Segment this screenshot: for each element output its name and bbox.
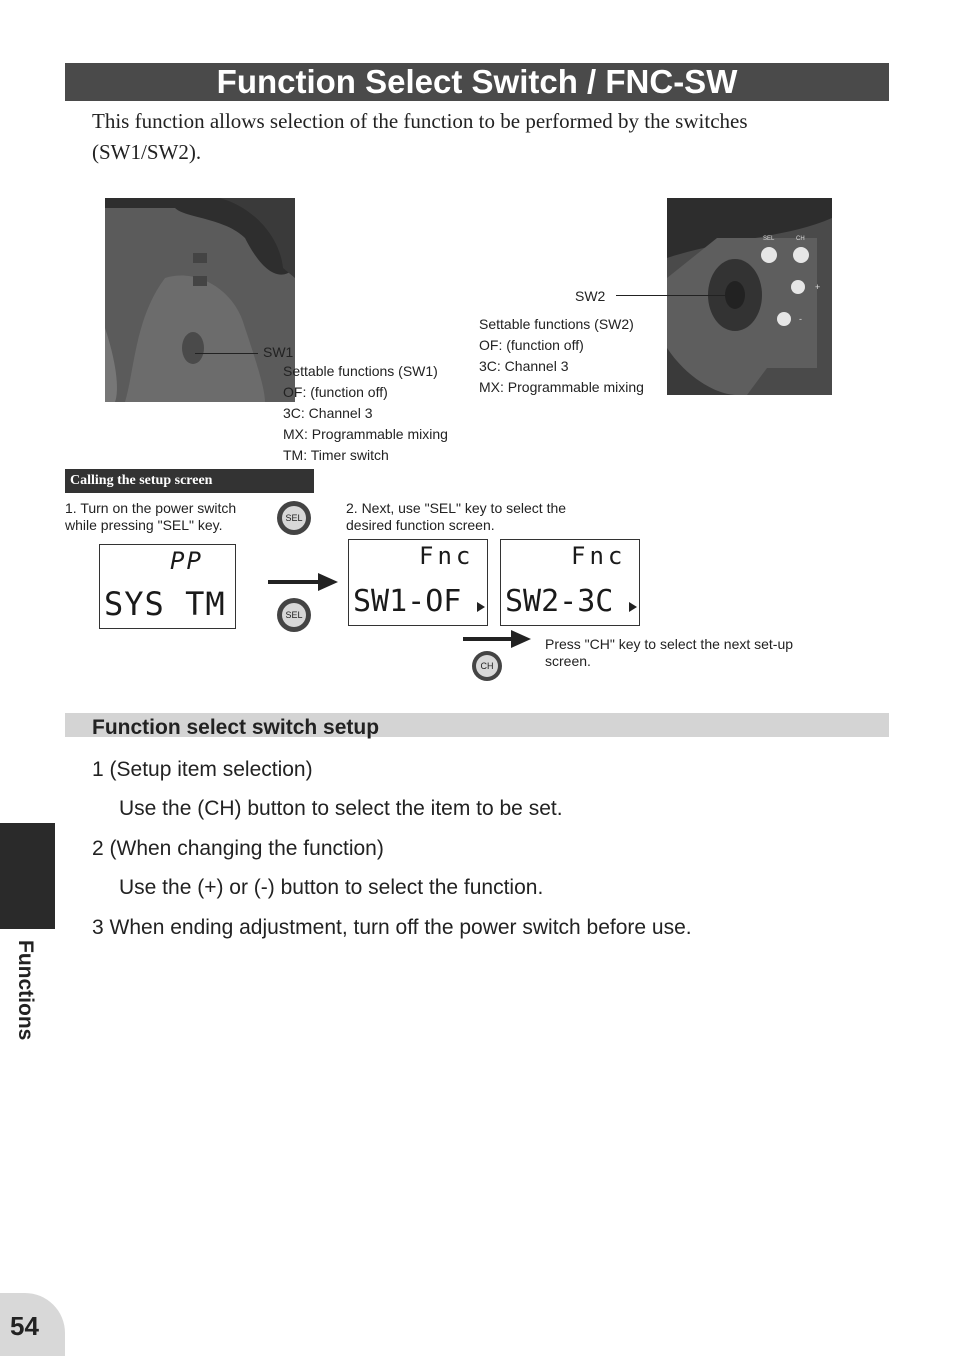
ch-key-label: CH (476, 655, 498, 677)
sw1-option: 3C: Channel 3 (283, 405, 373, 421)
lcd-bottom-text: SW2-3C (505, 584, 614, 619)
sw1-functions-heading: Settable functions (SW1) (283, 363, 438, 379)
sw1-functions (283, 361, 448, 466)
ch-key-button (472, 651, 502, 681)
photo-ch-label: CH (796, 236, 805, 242)
sel-key-label: SEL (282, 603, 306, 627)
photo-plus-label: + (815, 282, 821, 292)
lcd-bottom-text: SYS TM (104, 585, 226, 623)
grip-illustration (105, 198, 295, 402)
lcd-top-text: Fnc (419, 542, 475, 570)
calling-step1: 1. Turn on the power switch while pressing "SEL" key. (65, 500, 237, 533)
lcd-top-text: PP (170, 547, 203, 575)
sw1-option: MX: Programmable mixing (283, 426, 448, 442)
page-title: Function Select Switch / FNC-SW (65, 63, 889, 101)
lcd-top-text: Fnc (571, 542, 627, 570)
transmitter-grip-photo (105, 198, 295, 402)
setup-step: Use the (+) or (-) button to select the function. (119, 876, 544, 899)
sw2-option: 3C: Channel 3 (479, 358, 569, 374)
calling-setup-header: Calling the setup screen (65, 469, 314, 493)
sw1-option: OF: (function off) (283, 384, 388, 400)
transmitter-top-photo (667, 198, 832, 395)
lcd-cursor-icon (629, 602, 637, 612)
setup-step: Use the (CH) button to select the item to be set. (119, 797, 563, 820)
photo-minus-label: - (799, 314, 802, 324)
arrow-right-icon (463, 630, 531, 648)
section-title: Function select switch setup (92, 716, 380, 739)
sw2-leader-line (616, 295, 734, 296)
sw1-label: SW1 (263, 344, 294, 360)
setup-step: 2 (When changing the function) (92, 837, 384, 860)
sw2-option: MX: Programmable mixing (479, 379, 644, 395)
setup-step: 3 When ending adjustment, turn off the power switch before use. (92, 916, 692, 939)
lcd-screen-sw1 (348, 539, 488, 626)
photo-sel-label: SEL (763, 236, 775, 242)
transmitter-top-illustration (667, 198, 832, 395)
sel-key-button (277, 501, 311, 535)
side-tab-label: Functions (14, 940, 37, 1041)
lcd-screen-sys (99, 544, 236, 629)
sel-key-button (277, 598, 311, 632)
sw2-label: SW2 (575, 288, 606, 304)
sel-key-label: SEL (282, 506, 306, 530)
sw2-functions (479, 314, 644, 398)
calling-step2: 2. Next, use "SEL" key to select the desired function screen. (346, 500, 567, 533)
lcd-cursor-icon (477, 602, 485, 612)
sw1-option: TM: Timer switch (283, 447, 389, 463)
lcd-screen-sw2 (500, 539, 640, 626)
page-number: 54 (0, 1293, 65, 1356)
sw2-option: OF: (function off) (479, 337, 584, 353)
sw2-functions-heading: Settable functions (SW2) (479, 316, 634, 332)
arrow-right-icon (268, 573, 338, 591)
side-tab (0, 823, 55, 929)
setup-step: 1 (Setup item selection) (92, 758, 313, 781)
lcd-bottom-text: SW1-OF (353, 584, 462, 619)
sw1-leader-line (195, 353, 258, 354)
calling-step3: Press "CH" key to select the next set-up screen. (545, 636, 794, 669)
intro-text: This function allows selection of the function to be performed by the switches (SW1/SW2). (92, 109, 748, 164)
